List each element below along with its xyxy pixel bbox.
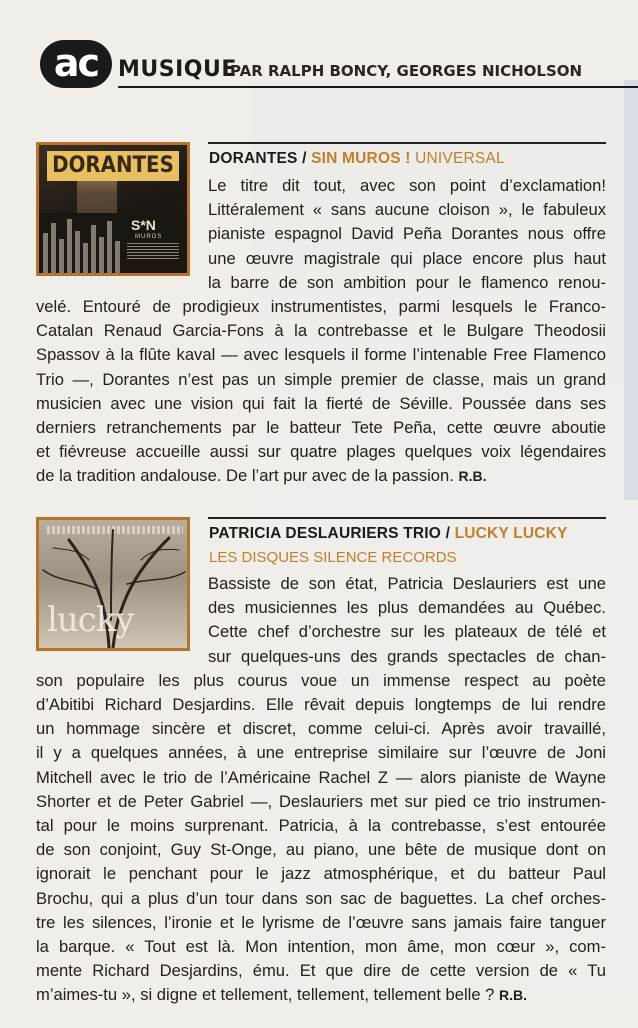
album-title: SIN MUROS ! xyxy=(311,150,411,167)
body-line: tal pour le moins surprenant. Patricia, à la contrebasse, s’est entourée xyxy=(36,816,606,836)
body-line: ignorait le penchant pour le jazz atmosphérique, et du batteur Paul xyxy=(36,864,606,884)
body-line: sur quelques-uns des grands spectacles de chan- xyxy=(208,646,606,666)
cover-title: DORANTES xyxy=(47,151,179,181)
body-line: pianiste espagnol David Peña Dorantes nous offre xyxy=(208,224,606,244)
review-heading xyxy=(209,150,505,168)
body-line: Trio —, Dorantes n’est pas un simple premier de classe, mais un grand xyxy=(36,369,606,389)
body-line: Shorter et de Peter Gabriel —, Deslauriers met sur pied ce trio instrumen- xyxy=(36,791,606,811)
body-line: Catalan Renaud Garcia-Fons à la contrebasse et le Bulgare Theodosii xyxy=(36,321,606,341)
author-signature: R.B. xyxy=(499,987,528,1004)
body-line: la barre de son ambition pour le flamenco renou- xyxy=(208,272,606,292)
body-line: une œuvre magistrale qui place encore plus haut xyxy=(208,248,606,268)
separator: / xyxy=(297,150,312,167)
review-rule xyxy=(208,517,606,519)
body-line: son populaire les plus courus voue un immense respect au poète xyxy=(36,670,606,690)
body-line: et fiévreuse accueille aussi sur quatre plages quelques voix légendaires xyxy=(36,442,606,462)
body-line: musicien avec une vision qui fait la fierté de Séville. Poussée dans ses xyxy=(36,393,606,413)
section-title: MUSIQUE xyxy=(118,57,237,82)
body-line: des musiciennes les plus demandées au Québec. xyxy=(208,598,606,618)
cover-title: lucky xyxy=(47,600,134,640)
record-label: LES DISQUES SILENCE RECORDS xyxy=(209,549,457,566)
body-line: Spassov à la flûte kaval — avec lesquels il forme l’intenable Free Flamenco xyxy=(36,345,606,365)
section-header xyxy=(40,40,638,90)
review-body xyxy=(36,174,606,489)
body-line: un hommage sincère et discret, comme celui-ci. Après avoir travaillé, xyxy=(36,719,606,739)
album-title: LUCKY LUCKY xyxy=(454,525,568,542)
body-line: derniers retranchements par le batteur Tete Peña, cette œuvre aboutie xyxy=(36,418,606,438)
body-line: velé. Entouré de prodigieux instrumentistes, parmi lesquels le Franco- xyxy=(36,297,606,317)
review-body xyxy=(36,572,606,1008)
body-line: il y a quelques années, à une entreprise similaire sur l’œuvre de Joni xyxy=(36,743,606,763)
byline: PAR RALPH BONCY, GEORGES NICHOLSON xyxy=(230,62,583,80)
header-rule xyxy=(118,86,638,88)
separator: / xyxy=(441,525,455,542)
body-line: Littéralement « sans aucune cloison », le fabuleux xyxy=(208,200,606,220)
body-line-text: de la tradition andalouse. De l’art pur avec de la passion. xyxy=(36,466,454,486)
body-line: mente Richard Desjardins, ému. Et que dire de cette version de « Tu xyxy=(36,961,606,981)
artist-name: DORANTES xyxy=(209,150,298,167)
body-line: de son conjoint, Guy St-Onge, au piano, une bête de musique dont on xyxy=(36,840,606,860)
cover-subtitle: S*N xyxy=(131,217,156,233)
author-signature: R.B. xyxy=(458,468,487,485)
magazine-logo: ac xyxy=(40,40,112,88)
review-heading xyxy=(209,525,568,543)
body-line: la barque. « Tout est là. Mon intention, mon âme, mon cœur », com- xyxy=(36,937,606,957)
record-label: UNIVERSAL xyxy=(410,150,505,167)
body-line: Cette chef d’orchestre sur les plateaux de télé et xyxy=(208,622,606,642)
body-line: Le titre dit tout, avec son point d’exclamation! xyxy=(208,176,606,195)
artist-name: PATRICIA DESLAURIERS TRIO xyxy=(209,525,442,542)
page-edge xyxy=(624,80,638,500)
body-line-last xyxy=(36,464,606,488)
body-line: tre les silences, l’ironie et le lyrisme de l’œuvre sans jamais faire tanguer xyxy=(36,912,606,932)
body-line-text: m’aimes-tu », si digne et tellement, tellement, tellement belle ? xyxy=(36,985,495,1005)
body-line: d’Abitibi Richard Desjardins. Elle rêvait depuis longtemps de lui rendre xyxy=(36,695,606,715)
body-line: Mitchell avec le trio de l’Américaine Rachel Z — alors pianiste de Wayne xyxy=(36,767,606,787)
body-line: Bassiste de son état, Patricia Deslauriers est une xyxy=(208,574,606,593)
review-rule xyxy=(208,142,606,144)
cover-subtitle-small: MUROS xyxy=(135,234,163,240)
body-line-last xyxy=(36,983,606,1007)
body-line: Brochu, qui a plus d’un tour dans son sac de baguettes. La chef orches- xyxy=(36,888,606,908)
